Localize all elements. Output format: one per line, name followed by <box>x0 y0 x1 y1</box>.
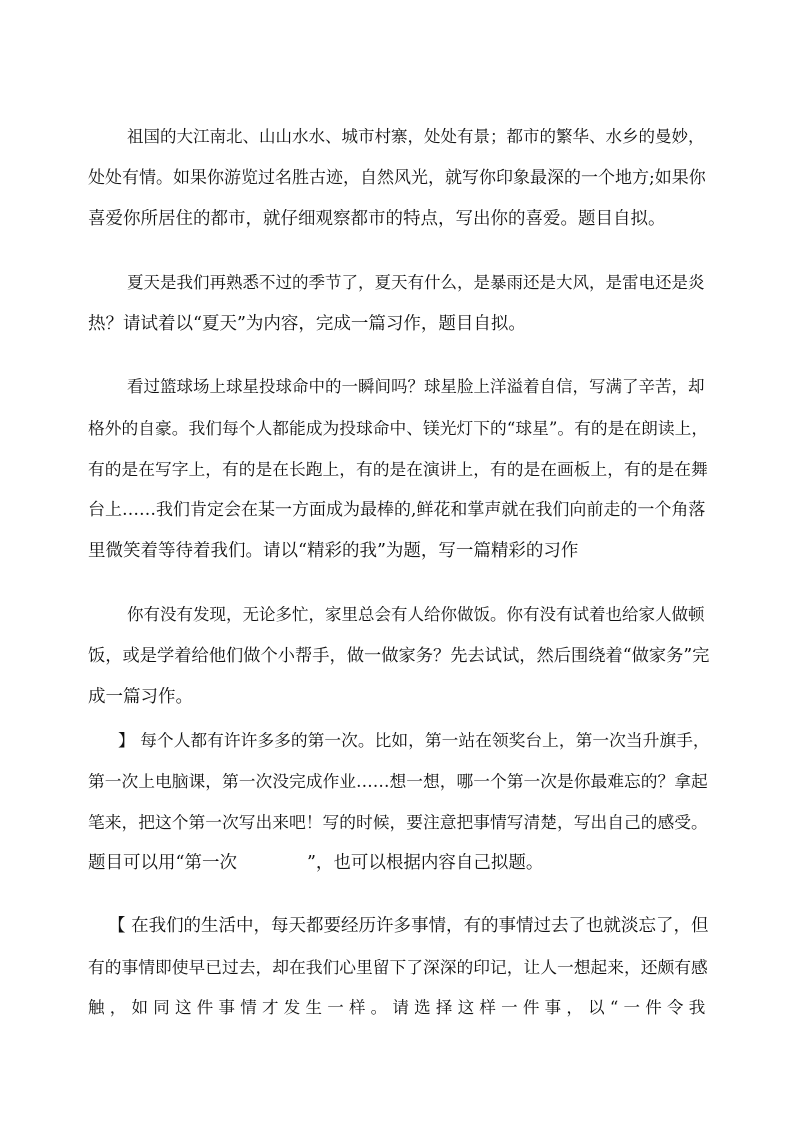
paragraph-2-line-2: 热？请试着以“夏天”为内容，完成一篇习作，题目自拟。 <box>88 314 526 334</box>
paragraph-1-line-2: 处处有情。如果你游览过名胜古迹，自然风光，就写你印象最深的一个地方;如果你 <box>88 168 706 188</box>
paragraph-3-line-2: 格外的自豪。我们每个人都能成为投球命中、镁光灯下的“球星”。有的是在朗读上， <box>88 418 709 438</box>
paragraph-4-line-1: 你有没有发现，无论多忙，家里总会有人给你做饭。你有没有试着也给家人做顿 <box>127 605 705 624</box>
paragraph-3-line-5: 里微笑着等待着我们。请以“精彩的我”为题，写一篇精彩的习作 <box>88 541 579 561</box>
paragraph-5-line-4: 题目可以用“第一次 ”，也可以根据内容自己拟题。 <box>88 853 544 873</box>
paragraph-5-line-1: 】 每个人都有许许多多的第一次。比如，第一站在领奖台上，第一次当升旗手， <box>118 730 710 750</box>
paragraph-6-line-3: 触 ， 如 同 这 件 事 情 才 发 生 一 样 。 请 选 择 这 样 一 件 事 ， 以 “ 一 件 令 我 <box>88 998 706 1017</box>
paragraph-5-line-2: 第一次上电脑课，第一次没完成作业……想一想，哪一个第一次是你最难忘的？拿起 <box>88 771 708 791</box>
paragraph-3-line-4: 台上……我们肯定会在某一方面成为最棒的,鲜花和掌声就在我们向前走的一个角落 <box>88 500 706 520</box>
paragraph-5-line-3: 笔来，把这个第一次写出来吧！写的时候，要注意把事情写清楚，写出自己的感受。 <box>88 812 708 832</box>
paragraph-6-line-1: 【 在我们的生活中，每天都要经历许多事情，有的事情过去了也就淡忘了，但 <box>108 916 709 936</box>
paragraph-1-line-1: 祖国的大江南北、山山水水、城市村寨，处处有景；都市的繁华、水乡的曼妙， <box>127 127 705 146</box>
paragraph-4-line-3: 成一篇习作。 <box>88 687 193 707</box>
paragraph-1-line-3: 喜爱你所居住的都市，就仔细观察都市的特点，写出你的喜爱。题目自拟。 <box>88 209 666 229</box>
paragraph-6-line-2: 有的事情即使早已过去，却在我们心里留下了深深的印记，让人一想起来，还颇有感 <box>88 957 708 977</box>
paragraph-2-line-1: 夏天是我们再熟悉不过的季节了，夏天有什么，是暴雨还是大风，是雷电还是炎 <box>127 273 705 292</box>
paragraph-3-line-1: 看过篮球场上球星投球命中的一瞬间吗？球星脸上洋溢着自信，写满了辛苦，却 <box>127 377 705 396</box>
paragraph-4-line-2: 饭，或是学着给他们做个小帮手，做一做家务？先去试试，然后围绕着“做家务”完 <box>88 646 710 666</box>
paragraph-3-line-3: 有的是在写字上，有的是在长跑上，有的是在演讲上，有的是在画板上，有的是在舞 <box>88 459 708 479</box>
